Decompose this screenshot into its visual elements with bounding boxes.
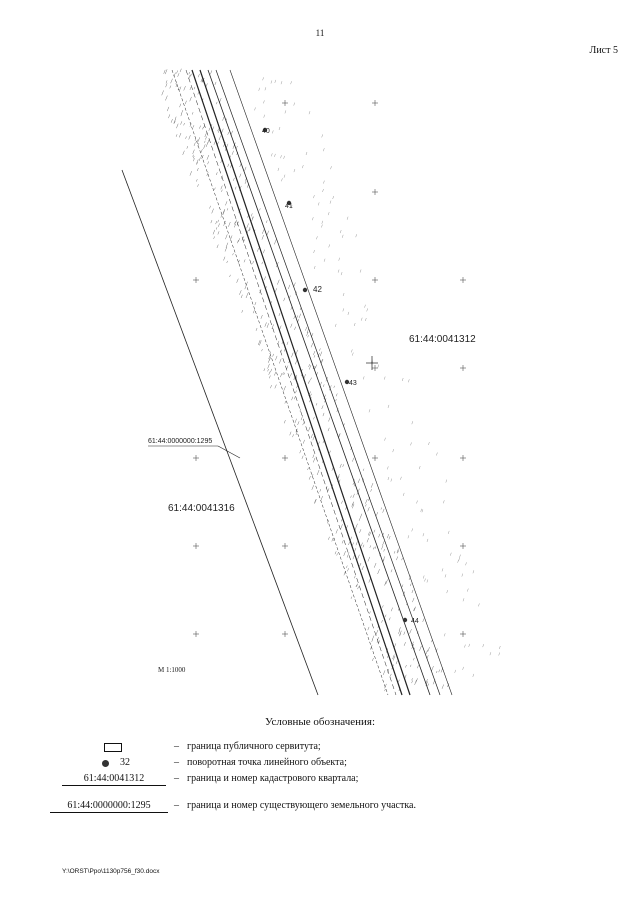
point-label-44: 44 <box>411 618 419 625</box>
footer-file-path: Y:\ORST\Ppo\1130p756_f30.docx <box>62 868 160 875</box>
legend-dash: – <box>174 773 179 784</box>
grid-cross-icon <box>460 543 466 549</box>
legend-row-cadastral-quarter <box>0 773 640 787</box>
grid-cross-icon <box>372 189 378 195</box>
legend-desc-cadastral-quarter: граница и номер кадастрового квартала; <box>187 773 359 784</box>
grid-cross-icon <box>282 543 288 549</box>
legend-dash: – <box>174 757 179 768</box>
land-plot-symbol: 61:44:0000000:1295 <box>50 800 168 813</box>
grid-cross-icon <box>193 543 199 549</box>
point-label-40: 40 <box>262 128 270 135</box>
legend-row-land-plot <box>0 800 640 814</box>
grid-cross-icon <box>372 100 378 106</box>
legend-row-turning-point <box>0 757 640 771</box>
turning-point-44 <box>403 618 407 622</box>
grid-cross-icon <box>460 631 466 637</box>
page-number: 11 <box>315 28 325 38</box>
turning-point-symbol <box>102 760 109 767</box>
cadastral-quarter-symbol: 61:44:0041312 <box>62 773 166 786</box>
grid-cross-icon <box>372 277 378 283</box>
grid-cross-icon <box>372 365 378 371</box>
parcel-label-41316: 61:44:0041316 <box>168 503 235 514</box>
grid-cross-icon <box>193 631 199 637</box>
point-label-43: 43 <box>349 380 357 387</box>
legend-row-servitude <box>0 741 640 755</box>
legend-desc-land-plot: граница и номер существующего земельного участка. <box>187 800 416 811</box>
plot-label: 61:44:0000000:1295 <box>148 438 213 445</box>
parcel-label-41312: 61:44:0041312 <box>409 334 476 345</box>
servitude-boundary-symbol <box>104 743 122 752</box>
grid-cross-icon <box>282 100 288 106</box>
legend-title: Условные обозначения: <box>264 716 376 728</box>
legend-dash: – <box>174 800 179 811</box>
point-label-41: 41 <box>285 203 293 210</box>
legend-dash: – <box>174 741 179 752</box>
legend-desc-servitude: граница публичного сервитута; <box>187 741 321 752</box>
grid-cross-icon <box>460 277 466 283</box>
grid-cross-icon <box>460 455 466 461</box>
sheet-label: Лист 5 <box>589 45 618 56</box>
survey-strip <box>150 69 500 695</box>
turning-point-42 <box>303 288 307 292</box>
cadastral-map <box>0 60 640 700</box>
grid-cross-icon <box>193 277 199 283</box>
point-label-42: 42 <box>313 285 322 294</box>
map-scale: М 1:1000 <box>158 666 186 674</box>
turning-point-symbol-label: 32 <box>120 757 130 768</box>
grid-cross-icon <box>282 631 288 637</box>
grid-cross-icon <box>460 365 466 371</box>
grid-cross-icon <box>372 455 378 461</box>
legend-desc-turning-point: поворотная точка линейного объекта; <box>187 757 347 768</box>
grid-cross-icon <box>193 455 199 461</box>
grid-cross-icon <box>282 455 288 461</box>
